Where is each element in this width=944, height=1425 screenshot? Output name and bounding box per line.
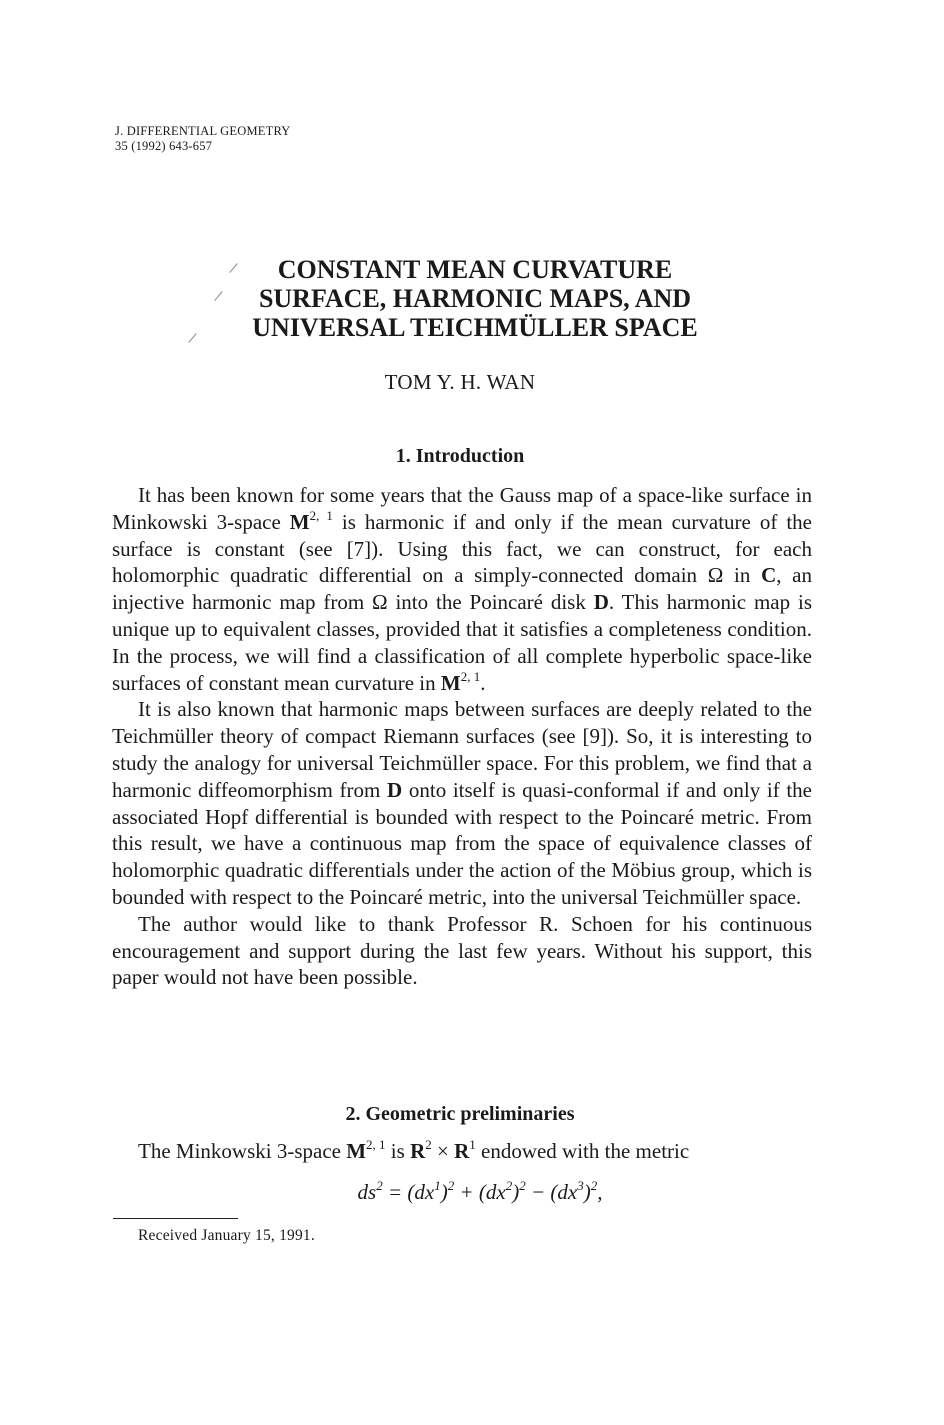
paragraph: It has been known for some years that the Gauss map of a space-like surface in Minkowski 3-space M$^{2, 1}$ is harmonic if and only if the mean curvature of the surface is constant (see [7]). Using this fact, we can construct, for each holomorphic quadratic differential on a simply-connected domain Ω in C, an injective harmonic map from Ω into the Poincaré disk D. This harmonic map is unique up to equivalent classes, provided that it satisfies a completeness condition. In the process, we will find a classification of all complete hyperbolic space-like surfaces of constant mean curvature in M$^{2, 1}$.: [112, 483, 812, 695]
journal-name: J. DIFFERENTIAL GEOMETRY: [115, 124, 291, 138]
title-line: UNIVERSAL TEICHMÜLLER SPACE: [252, 313, 698, 342]
geometric-body: [112, 1138, 832, 1165]
paragraph: The Minkowski 3-space M$^{2, 1}$ is $R^2 \times R^1$ endowed with the metric: [138, 1137, 690, 1163]
title-line: CONSTANT MEAN CURVATURE: [277, 255, 673, 284]
introduction-body: [112, 482, 812, 991]
author-name: TOM Y. H. WAN: [384, 370, 536, 394]
paper-title: [100, 255, 850, 342]
journal-volume: 35 (1992) 643-657: [115, 139, 213, 153]
paragraph: The author would like to thank Professor R. Schoen for his continuous encouragement and support during the last few years. Without his support, this paper would not have been possible.: [112, 911, 812, 990]
section-heading-geometric-preliminaries: 2. Geometric preliminaries: [345, 1103, 575, 1125]
section-heading-introduction: 1. Introduction: [395, 445, 525, 467]
footnote-divider: [113, 1218, 238, 1219]
metric-equation: $ds^2 = (dx^1)^2 + (dx^2)^2 - (dx^3)^2$,: [357, 1178, 603, 1204]
title-line: SURFACE, HARMONIC MAPS, AND: [258, 284, 692, 313]
received-date-footnote: Received January 15, 1991.: [138, 1227, 315, 1244]
journal-header: [115, 124, 291, 154]
paragraph: It is also known that harmonic maps between surfaces are deeply related to the Teichmüller theory of compact Riemann surfaces (see [9]). So, it is interesting to study the analogy for universal Teichmüller space. For this problem, we find that a harmonic diffeomorphism from D onto itself is quasi-conformal if and only if the associated Hopf differential is bounded with respect to the Poincaré metric. From this result, we have a continuous map from the space of equivalence classes of holomorphic quadratic differentials under the action of the Möbius group, which is bounded with respect to the Poincaré metric, into the universal Teichmüller space.: [112, 697, 813, 909]
